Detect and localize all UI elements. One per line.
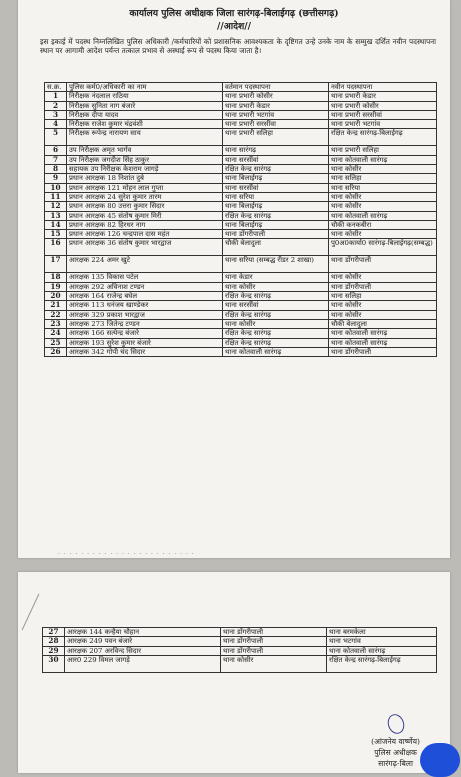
- table-row: [43, 655, 437, 672]
- serial-cell: 28: [43, 637, 65, 646]
- document-page-1: [18, 0, 450, 558]
- current-posting-cell: रक्षित केन्द्र सारंगढ़: [223, 338, 329, 347]
- name-cell: निरीक्षक सुनिता नाग बंजारे: [67, 101, 223, 110]
- new-posting-cell: थाना कोतवाली सारंगढ़: [329, 211, 437, 220]
- table-row: [45, 338, 437, 347]
- table-row: [45, 282, 437, 291]
- col-header-serial: स.क्र.: [45, 83, 67, 92]
- current-posting-cell: थाना सरिया: [223, 192, 329, 201]
- table-row: [45, 230, 437, 239]
- name-cell: उप निरीक्षक जगदीश सिंह ठाकुर: [67, 155, 223, 164]
- name-cell: निरीक्षक रूपेन्द्र नारायण साय: [67, 129, 223, 146]
- serial-cell: 9: [45, 174, 67, 183]
- current-posting-cell: थाना सरसींवां: [223, 155, 329, 164]
- name-cell: आरक्षक 292 अविनाश टण्डन: [67, 282, 223, 291]
- new-posting-cell: थाना सलिहा: [329, 174, 437, 183]
- table-row: [43, 646, 437, 655]
- current-posting-cell: थाना डोंगरीपाली: [221, 646, 327, 655]
- serial-cell: 11: [45, 192, 67, 201]
- intro-paragraph: इस इकाई में पदस्थ निम्नलिखित पुलिस अधिकारी /कर्मचारियों को प्रशासनिक आवश्यकता के दृष्टिगत उन्हे उनके नाम के सम्मुख दर्शित नवीन पदस्थापना स्थान पर आगामी आदेश पर्यन्त तत्काल प्रभाव से अस्थाई रूप से पदस्थ किया जाता है।: [40, 37, 436, 55]
- current-posting-cell: थाना प्रभारी केडार: [223, 101, 329, 110]
- transfer-table: [44, 82, 437, 357]
- col-header-current-posting: वर्तमान पदस्थापना: [223, 83, 329, 92]
- serial-cell: 24: [45, 329, 67, 338]
- table-row: [45, 273, 437, 282]
- new-posting-cell: थाना कोतवाली सारंगढ़: [329, 329, 437, 338]
- name-cell: आरक्षक 193 सुरेश कुमार बंजारे: [67, 338, 223, 347]
- signature-scribble: [385, 712, 407, 736]
- signatory-name: (आंजनेय वार्ष्णेय): [371, 737, 420, 746]
- current-posting-cell: थाना डोंगरीपाली: [223, 230, 329, 239]
- name-cell: आरक्षक 273 जितेन्द्र टण्डन: [67, 319, 223, 328]
- new-posting-cell: थाना भटगांव: [327, 637, 437, 646]
- name-cell: निरीक्षक दीपा यादव: [67, 110, 223, 119]
- current-posting-cell: थाना प्रभारी कोसीर: [223, 92, 329, 101]
- col-header-name: पुलिस कर्म0/अधिकारी का नाम: [67, 83, 223, 92]
- serial-cell: 19: [45, 282, 67, 291]
- signatory-title: पुलिस अधीक्षक: [374, 748, 417, 757]
- current-posting-cell: थाना बिलाईगढ़: [223, 174, 329, 183]
- table-row: [45, 120, 437, 129]
- current-posting-cell: थाना केडार: [223, 273, 329, 282]
- name-cell: आरक्षक 224 अमर खुटे: [67, 256, 223, 273]
- overlay-button[interactable]: [420, 743, 460, 777]
- name-cell: उप निरीक्षक अमृत भार्गव: [67, 146, 223, 155]
- document-page-2: [18, 572, 450, 773]
- table-row: [45, 165, 437, 174]
- table-header-row: [45, 83, 437, 92]
- serial-cell: 25: [45, 338, 67, 347]
- table-row: [45, 292, 437, 301]
- serial-cell: 17: [45, 256, 67, 273]
- serial-cell: 15: [45, 230, 67, 239]
- serial-cell: 7: [45, 155, 67, 164]
- new-posting-cell: थाना प्रभारी कोसीर: [329, 101, 437, 110]
- current-posting-cell: थाना सरसींवां: [223, 301, 329, 310]
- name-cell: प्रधान आरक्षक 45 संतोष कुमार मिरी: [67, 211, 223, 220]
- new-posting-cell: थाना प्रभारी भटगांव: [329, 120, 437, 129]
- name-cell: आरक्षक 164 राजेन्द्र बघेल: [67, 292, 223, 301]
- new-posting-cell: थाना बरमकेला: [327, 628, 437, 637]
- name-cell: आरक्षक 249 पवन बंजारे: [65, 637, 221, 646]
- current-posting-cell: रक्षित केन्द्र सारंगढ़: [223, 310, 329, 319]
- name-cell: प्रधान आरक्षक 126 चन्द्रपाल दास महंत: [67, 230, 223, 239]
- name-cell: आर0 229 विमल जागड़े: [65, 655, 221, 672]
- table-row: [45, 129, 437, 146]
- current-posting-cell: थाना बिलाईगढ़: [223, 220, 329, 229]
- table-row: [43, 628, 437, 637]
- new-posting-cell: थाना कोतवाली सारंगढ़: [329, 155, 437, 164]
- name-cell: प्रधान आरक्षक 36 संतोष कुमार भारद्वाज: [67, 239, 223, 256]
- current-posting-cell: थाना डोंगरीपाली: [221, 637, 327, 646]
- table-row: [45, 92, 437, 101]
- table-row: [45, 155, 437, 164]
- new-posting-cell: थाना प्रभारी सलिहा: [329, 146, 437, 155]
- new-posting-cell: थाना सरिया: [329, 183, 437, 192]
- serial-cell: 3: [45, 110, 67, 119]
- serial-cell: 26: [45, 347, 67, 356]
- serial-cell: 29: [43, 646, 65, 655]
- name-cell: निरीक्षक नंदलाल राठिया: [67, 92, 223, 101]
- current-posting-cell: थाना सरिया (सम्बद्ध रीडर 2 शाखा): [223, 256, 329, 273]
- new-posting-cell: थाना कोसीर: [329, 301, 437, 310]
- order-title: //आदेश//: [217, 21, 251, 32]
- table-row: [45, 192, 437, 201]
- serial-cell: 10: [45, 183, 67, 192]
- new-posting-cell: थाना प्रभारी केडार: [329, 92, 437, 101]
- name-cell: आरक्षक 207 अरविन्द सिदार: [65, 646, 221, 655]
- name-cell: प्रधान आरक्षक 24 सुरेश कुमार तारम: [67, 192, 223, 201]
- serial-cell: 16: [45, 239, 67, 256]
- new-posting-cell: थाना कोसीर: [329, 230, 437, 239]
- table-row: [45, 329, 437, 338]
- serial-cell: 13: [45, 211, 67, 220]
- name-cell: प्रधान आरक्षक 80 उत्तरा कुमार सिदार: [67, 202, 223, 211]
- current-posting-cell: थाना बिलाईगढ़: [223, 202, 329, 211]
- serial-cell: 6: [45, 146, 67, 155]
- serial-cell: 18: [45, 273, 67, 282]
- table-row: [45, 174, 437, 183]
- name-cell: आरक्षक 342 गोपी चंद सिदार: [67, 347, 223, 356]
- current-posting-cell: थाना कोसीर: [221, 655, 327, 672]
- table-row: [45, 301, 437, 310]
- table-row: [45, 347, 437, 356]
- name-cell: प्रधान आरक्षक 82 हिरधर नाग: [67, 220, 223, 229]
- table-row: [45, 310, 437, 319]
- table-row: [45, 239, 437, 256]
- current-posting-cell: थाना कोतवाली सारंगढ़: [223, 347, 329, 356]
- current-posting-cell: थाना प्रभारी सरसींवा: [223, 120, 329, 129]
- serial-cell: 5: [45, 129, 67, 146]
- signatory-district: सारंगढ़-बिला: [378, 759, 413, 768]
- serial-cell: 22: [45, 310, 67, 319]
- table-row: [45, 110, 437, 119]
- new-posting-cell: चौकी कनकबीरा: [329, 220, 437, 229]
- new-posting-cell: थाना डोंगरीपाली: [329, 256, 437, 273]
- table-row: [45, 319, 437, 328]
- new-posting-cell: थाना कोसीर: [329, 192, 437, 201]
- new-posting-cell: रक्षित केन्द्र सारंगढ़-बिलाईगढ़: [329, 129, 437, 146]
- new-posting-cell: थाना प्रभारी सरसीवां: [329, 110, 437, 119]
- table-row: [45, 146, 437, 155]
- current-posting-cell: थाना कोसीर: [223, 319, 329, 328]
- serial-cell: 8: [45, 165, 67, 174]
- table-row: [45, 183, 437, 192]
- serial-cell: 2: [45, 101, 67, 110]
- name-cell: आरक्षक 166 सत्येन्द्र बंजारे: [67, 329, 223, 338]
- current-posting-cell: थाना कोसीर: [223, 282, 329, 291]
- serial-cell: 12: [45, 202, 67, 211]
- serial-cell: 14: [45, 220, 67, 229]
- current-posting-cell: चौकी बेलादुला: [223, 239, 329, 256]
- page-footer-mark: · · · · · · · · · · · · · · · · · · · · · · · ·: [58, 551, 195, 558]
- table-row: [45, 101, 437, 110]
- name-cell: सहायक उप निरीक्षक केशराम जागड़े: [67, 165, 223, 174]
- name-cell: प्रधान आरक्षक 18 निशांत दुबे: [67, 174, 223, 183]
- new-posting-cell: थाना कोसीर: [329, 310, 437, 319]
- current-posting-cell: थाना सारंगढ़: [223, 146, 329, 155]
- new-posting-cell: चौकी बेलादुला: [329, 319, 437, 328]
- office-title: कार्यालय पुलिस अधीक्षक जिला सारंगढ़-बिलाईगढ़ (छत्तीसगढ़): [129, 8, 339, 19]
- table-row: [45, 220, 437, 229]
- new-posting-cell: थाना डोंगरीपाली: [329, 347, 437, 356]
- pen-mark: [22, 594, 40, 631]
- signature-block: [371, 714, 420, 769]
- serial-cell: 30: [43, 655, 65, 672]
- current-posting-cell: थाना सरसींवां: [223, 183, 329, 192]
- name-cell: आरक्षक 329 प्रकाश भारद्वाज: [67, 310, 223, 319]
- serial-cell: 21: [45, 301, 67, 310]
- current-posting-cell: थाना प्रभारी सलिहा: [223, 129, 329, 146]
- new-posting-cell: रक्षित केन्द्र सारंगढ़-बिलाईगढ़: [327, 655, 437, 672]
- name-cell: निरीक्षक राजेश कुमार चंद्रवंशी: [67, 120, 223, 129]
- name-cell: आरक्षक 113 धनंजय खाण्डेकर: [67, 301, 223, 310]
- serial-cell: 23: [45, 319, 67, 328]
- table-row: [45, 256, 437, 273]
- table-row: [43, 637, 437, 646]
- current-posting-cell: रक्षित केन्द्र सारंगढ़: [223, 165, 329, 174]
- serial-cell: 20: [45, 292, 67, 301]
- new-posting-cell: थाना कोतवाली सारंगढ़: [329, 338, 437, 347]
- serial-cell: 4: [45, 120, 67, 129]
- name-cell: आरक्षक 144 कन्हैया चौहान: [65, 628, 221, 637]
- table-row: [45, 211, 437, 220]
- new-posting-cell: थाना कोसीर: [329, 165, 437, 174]
- new-posting-cell: थाना डोंगरीपाली: [329, 282, 437, 291]
- new-posting-cell: थाना कोसीर: [329, 273, 437, 282]
- new-posting-cell: थाना सलिहा: [329, 292, 437, 301]
- serial-cell: 27: [43, 628, 65, 637]
- current-posting-cell: रक्षित केन्द्र सारंगढ़: [223, 292, 329, 301]
- current-posting-cell: थाना डोंगरीपाली: [221, 628, 327, 637]
- current-posting-cell: रक्षित केन्द्र सारंगढ़: [223, 329, 329, 338]
- col-header-new-posting: नवीन पदस्थापना: [329, 83, 437, 92]
- table-row: [45, 202, 437, 211]
- current-posting-cell: रक्षित केन्द्र सारंगढ़: [223, 211, 329, 220]
- new-posting-cell: पु0अ0कार्या0 सारंगढ़-बिलाईगढ़(सम्बद्ध): [329, 239, 437, 256]
- name-cell: आरक्षक 135 विकास पटेल: [67, 273, 223, 282]
- new-posting-cell: थाना कोसीर: [329, 202, 437, 211]
- name-cell: प्रधान आरक्षक 121 मोहन लाल गुप्ता: [67, 183, 223, 192]
- current-posting-cell: थाना प्रभारी भटगांव: [223, 110, 329, 119]
- new-posting-cell: थाना कोतवाली सारंगढ़: [327, 646, 437, 655]
- transfer-table-continued: [42, 627, 437, 673]
- serial-cell: 1: [45, 92, 67, 101]
- letterhead: [18, 0, 450, 33]
